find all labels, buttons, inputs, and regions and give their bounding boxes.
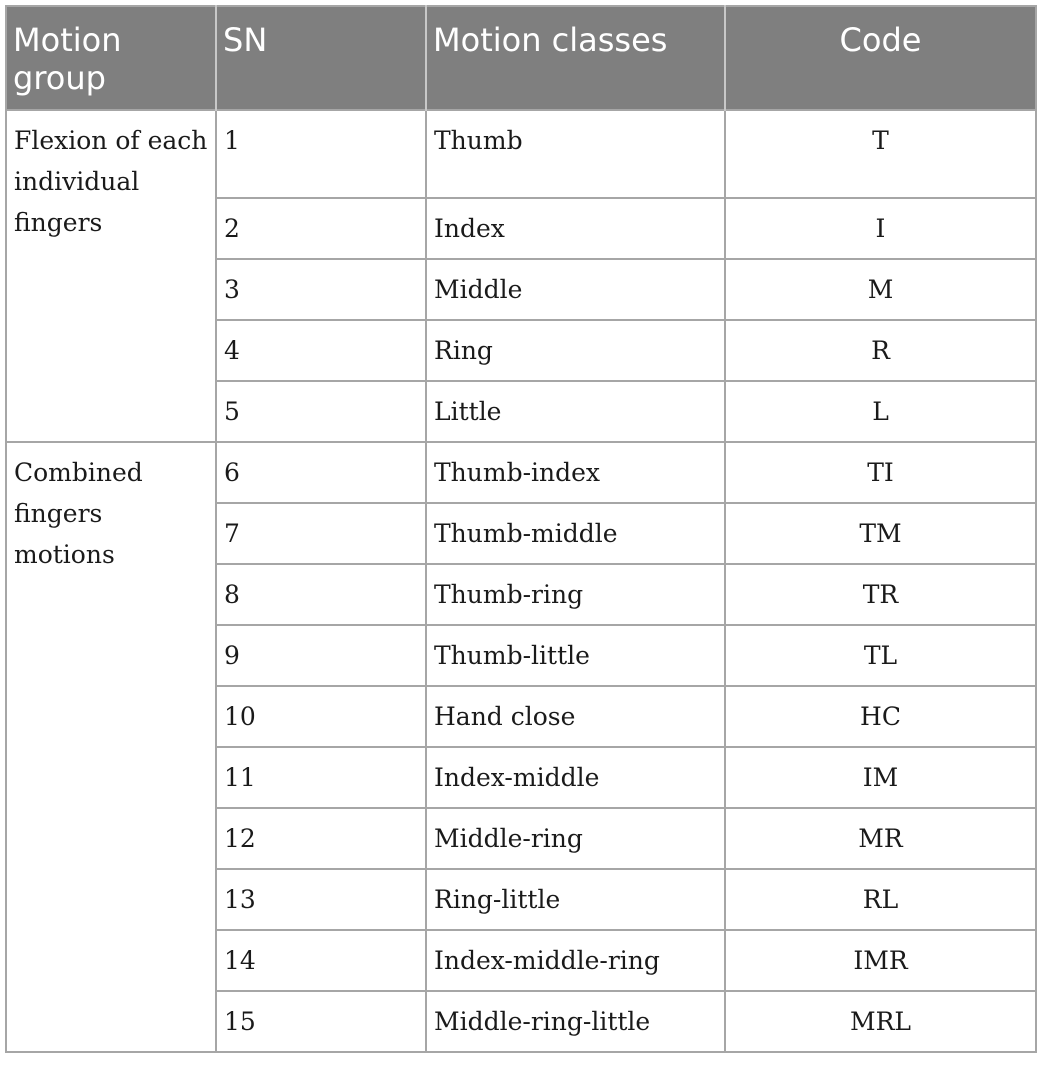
code-cell: HC xyxy=(725,686,1036,747)
code-cell: M xyxy=(725,259,1036,320)
motion-class-cell: Index xyxy=(426,198,725,259)
motion-class-cell: Thumb-little xyxy=(426,625,725,686)
code-cell: R xyxy=(725,320,1036,381)
sn-cell: 1 xyxy=(216,110,426,198)
sn-cell: 8 xyxy=(216,564,426,625)
sn-cell: 10 xyxy=(216,686,426,747)
motion-class-cell: Little xyxy=(426,381,725,442)
code-cell: T xyxy=(725,110,1036,198)
code-cell: MR xyxy=(725,808,1036,869)
sn-cell: 9 xyxy=(216,625,426,686)
motion-class-cell: Hand close xyxy=(426,686,725,747)
sn-cell: 12 xyxy=(216,808,426,869)
table-row xyxy=(6,110,1036,198)
sn-cell: 13 xyxy=(216,869,426,930)
header-motion-group: Motion group xyxy=(6,6,216,110)
motion-classes-table xyxy=(5,5,1037,1053)
motion-class-cell: Middle-ring-little xyxy=(426,991,725,1052)
code-cell: L xyxy=(725,381,1036,442)
sn-cell: 7 xyxy=(216,503,426,564)
motion-class-cell: Thumb-ring xyxy=(426,564,725,625)
motion-class-cell: Middle xyxy=(426,259,725,320)
sn-cell: 14 xyxy=(216,930,426,991)
motion-class-cell: Ring-little xyxy=(426,869,725,930)
code-cell: TL xyxy=(725,625,1036,686)
motion-class-cell: Index-middle-ring xyxy=(426,930,725,991)
motion-class-cell: Thumb-index xyxy=(426,442,725,503)
sn-cell: 2 xyxy=(216,198,426,259)
motion-class-cell: Index-middle xyxy=(426,747,725,808)
header-row xyxy=(6,6,1036,110)
code-cell: RL xyxy=(725,869,1036,930)
header-code: Code xyxy=(725,6,1036,110)
sn-cell: 15 xyxy=(216,991,426,1052)
code-cell: IM xyxy=(725,747,1036,808)
motion-class-cell: Thumb xyxy=(426,110,725,198)
code-cell: TM xyxy=(725,503,1036,564)
code-cell: I xyxy=(725,198,1036,259)
sn-cell: 6 xyxy=(216,442,426,503)
sn-cell: 11 xyxy=(216,747,426,808)
table-row xyxy=(6,442,1036,503)
group-cell-combined: Combined fingers motions xyxy=(6,442,216,1052)
sn-cell: 3 xyxy=(216,259,426,320)
motion-class-cell: Middle-ring xyxy=(426,808,725,869)
code-cell: TI xyxy=(725,442,1036,503)
group-cell-flexion: Flexion of each individual fingers xyxy=(6,110,216,442)
code-cell: IMR xyxy=(725,930,1036,991)
code-cell: MRL xyxy=(725,991,1036,1052)
header-motion-classes: Motion classes xyxy=(426,6,725,110)
sn-cell: 5 xyxy=(216,381,426,442)
motion-class-cell: Ring xyxy=(426,320,725,381)
code-cell: TR xyxy=(725,564,1036,625)
header-sn: SN xyxy=(216,6,426,110)
motion-class-cell: Thumb-middle xyxy=(426,503,725,564)
sn-cell: 4 xyxy=(216,320,426,381)
